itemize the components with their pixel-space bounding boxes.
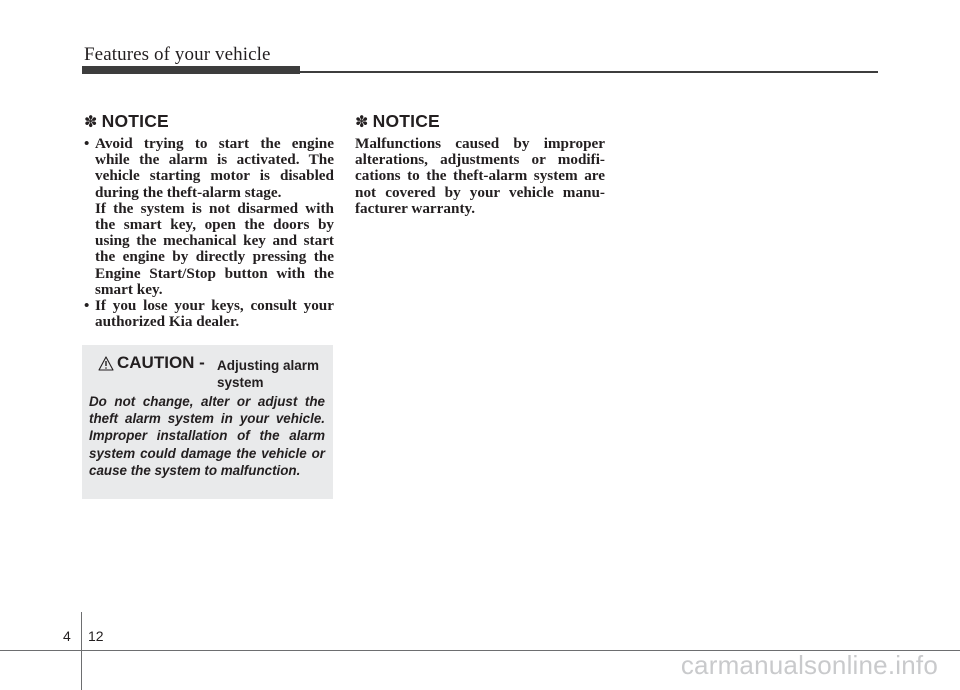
page-number: 12 <box>88 628 104 644</box>
notice-heading <box>84 111 334 132</box>
warning-triangle-icon <box>98 356 114 371</box>
header-rule-thick <box>82 66 300 74</box>
list-item <box>84 136 334 298</box>
notice-body: Malfunctions caused by improper alterations, adjustments or modifi-cations to the theft-alarm system are not covered by your vehicle manu-facturer warranty. <box>355 135 605 217</box>
section-title: Features of your vehicle <box>84 44 271 65</box>
notice-heading-label: NOTICE <box>101 111 169 131</box>
footer-divider-vertical <box>81 612 82 690</box>
caution-label: CAUTION - <box>117 353 205 372</box>
caution-subtitle: Adjusting alarm system <box>217 358 320 390</box>
bullet-marker: • <box>84 297 90 315</box>
bullet-paragraph: Avoid trying to start the engine while the alarm is activated. The vehicle starting motor is disabled during the theft-alarm stage. <box>95 135 334 201</box>
bullet-marker: • <box>84 135 90 152</box>
notice-star-icon: ✽ <box>84 113 98 131</box>
bullet-paragraph: If the system is not disarmed with the smart key, open the doors by using the mechanical key and start the engine by directly pressing the Engine Start/Stop button with the smart key. <box>95 199 334 298</box>
caution-box <box>82 345 333 499</box>
right-notice <box>355 111 605 217</box>
chapter-number: 4 <box>63 628 71 644</box>
notice-heading-label: NOTICE <box>372 111 440 131</box>
notice-bullet-list <box>84 136 334 330</box>
notice-star-icon: ✽ <box>355 113 369 131</box>
watermark: carmanualsonline.info <box>680 650 938 680</box>
caution-text: Do not change, alter or adjust the theft alarm system in your vehicle. Improper installation of the alarm system could damage the vehicle or cause the system to malfunction. <box>89 394 325 478</box>
notice-heading <box>355 111 605 132</box>
list-item <box>84 298 334 330</box>
bullet-paragraph: If you lose your keys, consult your authorized Kia dealer. <box>95 297 334 331</box>
header-rule-thin <box>300 71 878 73</box>
left-notice <box>84 111 334 330</box>
